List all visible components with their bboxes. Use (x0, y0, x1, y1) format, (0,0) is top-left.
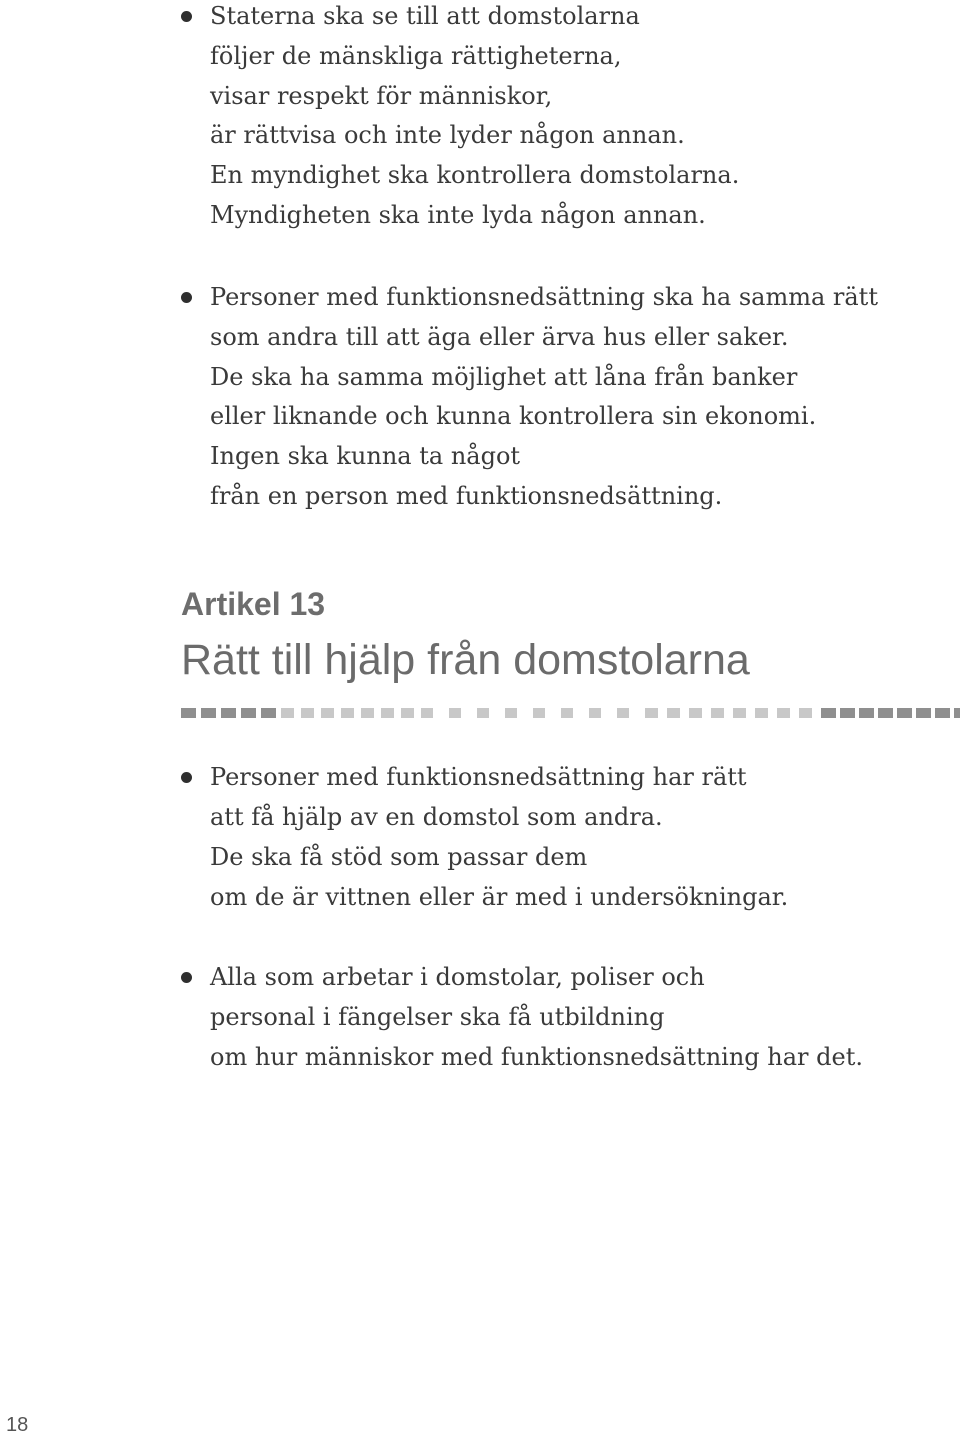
divider-segment (755, 708, 768, 718)
text-line: följer de mänskliga rättigheterna, (210, 42, 622, 70)
bullet-dot-icon (181, 772, 192, 783)
divider-segment (840, 708, 855, 718)
divider-segment (777, 708, 790, 718)
text-line: om de är vittnen eller är med i undersökningar. (210, 883, 789, 911)
text-line: visar respekt för människor, (210, 82, 553, 110)
divider-segment (561, 708, 573, 718)
page-number: 18 (6, 1414, 29, 1436)
divider-segment (645, 708, 658, 718)
divider-segment (667, 708, 680, 718)
divider-segment (589, 708, 601, 718)
divider-segment (878, 708, 893, 718)
text-line: Personer med funktionsnedsättning ska ha samma rätt (210, 283, 878, 311)
divider-segment (689, 708, 702, 718)
divider-segment (361, 708, 374, 718)
divider-segment (261, 708, 276, 718)
divider-segment (711, 708, 724, 718)
divider-segment (201, 708, 216, 718)
divider-segment (381, 708, 394, 718)
text-line: om hur människor med funktionsnedsättning har det. (210, 1043, 863, 1071)
divider-segment (954, 708, 960, 718)
text-line: är rättvisa och inte lyder någon annan. (210, 121, 685, 149)
divider-segment (897, 708, 912, 718)
divider-segment (935, 708, 950, 718)
text-line: En myndighet ska kontrollera domstolarna. (210, 161, 740, 189)
divider-segment (421, 708, 433, 718)
divider-segment (281, 708, 294, 718)
text-line: Ingen ska kunna ta något (210, 442, 521, 470)
article-label: Artikel 13 (181, 586, 326, 622)
bullet-dot-icon (181, 11, 192, 22)
divider-segment (916, 708, 931, 718)
bullet-dot-icon (181, 292, 192, 303)
divider-segment (181, 708, 196, 718)
text-line: Staterna ska se till att domstolarna (210, 2, 640, 30)
text-line: personal i fängelser ska få utbildning (210, 1003, 665, 1031)
text-line: Myndigheten ska inte lyda någon annan. (210, 201, 706, 229)
divider-segment (341, 708, 354, 718)
divider-segment (301, 708, 314, 718)
divider-segment (821, 708, 836, 718)
divider-segment (617, 708, 629, 718)
section-divider (181, 708, 960, 718)
text-line: Alla som arbetar i domstolar, poliser och (210, 963, 705, 991)
divider-segment (321, 708, 334, 718)
text-line: De ska ha samma möjlighet att låna från banker (210, 363, 798, 391)
divider-segment (859, 708, 874, 718)
divider-segment (505, 708, 517, 718)
article-title: Rätt till hjälp från domstolarna (181, 636, 750, 684)
text-line: De ska få stöd som passar dem (210, 843, 588, 871)
divider-segment (449, 708, 461, 718)
divider-segment (533, 708, 545, 718)
divider-segment (221, 708, 236, 718)
text-line: Personer med funktionsnedsättning har rätt (210, 763, 747, 791)
text-line: från en person med funktionsnedsättning. (210, 482, 723, 510)
text-line: som andra till att äga eller ärva hus eller saker. (210, 323, 789, 351)
text-line: eller liknande och kunna kontrollera sin ekonomi. (210, 402, 817, 430)
divider-segment (477, 708, 489, 718)
bullet-dot-icon (181, 972, 192, 983)
text-line: att få hjälp av en domstol som andra. (210, 803, 663, 831)
divider-segment (401, 708, 414, 718)
divider-segment (733, 708, 746, 718)
divider-segment (799, 708, 812, 718)
divider-segment (241, 708, 256, 718)
